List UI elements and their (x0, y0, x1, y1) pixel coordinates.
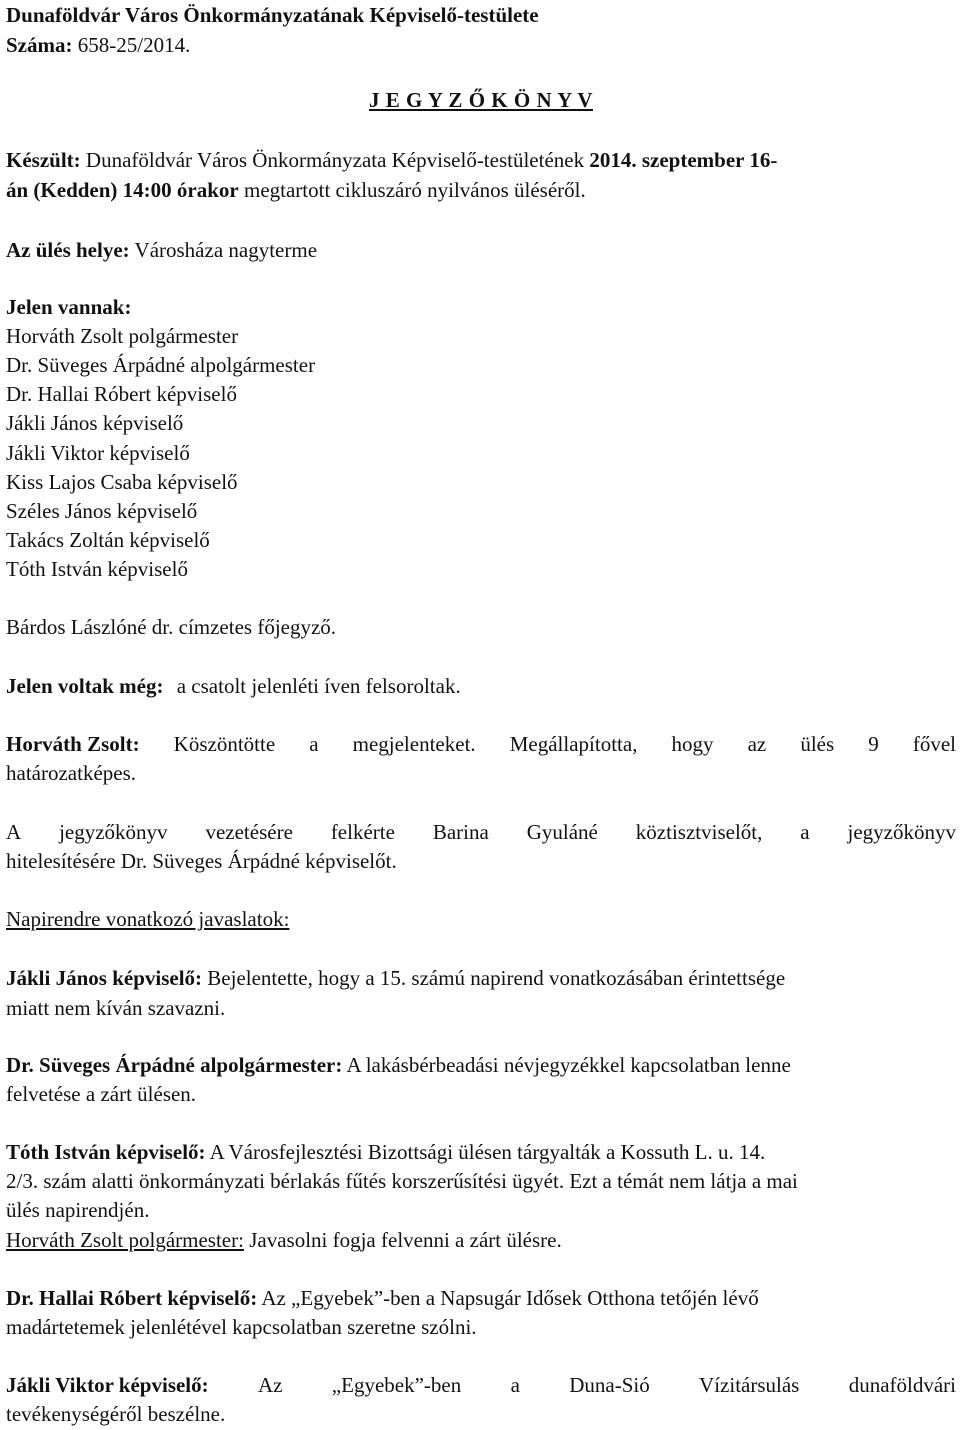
p6-word: a (510, 1373, 520, 1397)
greeting-word: Megállapította, (509, 732, 638, 756)
p5-speaker: Dr. Hallai Róbert képviselő: (6, 1286, 258, 1310)
meeting-place (6, 236, 956, 265)
minutes-word: a (800, 820, 810, 844)
present-member: Jákli János képviselő (6, 411, 184, 435)
p3-text: A Városfejlesztési Bizottsági ülésen tárgyalták a Kossuth L. u. 14. (209, 1140, 766, 1164)
p6-word: dunaföldvári (848, 1373, 956, 1397)
made-line-2 (6, 176, 956, 205)
p6-speaker: Jákli Viktor képviselő: (6, 1373, 209, 1397)
p4-line (6, 1226, 956, 1255)
p4-speaker: Horváth Zsolt polgármester: (6, 1228, 244, 1252)
document-title: J E G Y Z Ő K Ö N Y V (368, 88, 594, 112)
made-text-1: Dunaföldvár Város Önkormányzata Képviselő-testületének (85, 148, 585, 172)
minutes-word: Barina (432, 820, 489, 844)
greeting-line-2: határozatképes. (6, 761, 137, 785)
p6-word: Duna-Sió (569, 1373, 650, 1397)
document-number (6, 31, 956, 60)
greeting-word: 9 (868, 732, 879, 756)
greeting-word: ülés (800, 732, 835, 756)
p3-line-1 (6, 1138, 956, 1167)
p5-line-2: madártetemek jelenlétével kapcsolatban szeretne szólni. (6, 1315, 477, 1339)
p5-line-1 (6, 1284, 956, 1313)
greeting-word: hogy (671, 732, 714, 756)
p6-line-1 (6, 1371, 956, 1400)
p2-line-1 (6, 1051, 956, 1080)
p1-line-2: miatt nem kíván szavazni. (6, 996, 226, 1020)
minutes-word: felkérte (330, 820, 395, 844)
made-date: 2014. szeptember 16- (589, 148, 778, 172)
greeting-word: az (747, 732, 767, 756)
p6-line-2: tevékenységéről beszélne. (6, 1402, 226, 1426)
p1-speaker: Jákli János képviselő: (6, 966, 203, 990)
p6-word: „Egyebek”-ben (331, 1373, 462, 1397)
place-value: Városháza nagyterme (134, 238, 318, 262)
p1-text: Bejelentette, hogy a 15. számú napirend vonatkozásában érintettsége (207, 966, 786, 990)
p2-line-2: felvetése a zárt ülésen. (6, 1082, 197, 1106)
minutes-word: jegyzőkönyv (847, 820, 956, 844)
place-label: Az ülés helye: (6, 238, 130, 262)
p2-text: A lakásbérbeadási névjegyzékkel kapcsolatban lenne (346, 1053, 791, 1077)
p3-line-2: 2/3. szám alatti önkormányzati bérlakás fűtés korszerűsítési ügyét. Ezt a témát nem látja a mai (6, 1169, 798, 1193)
made-time: án (Kedden) 14:00 órakor (6, 178, 239, 202)
present-member: Dr. Hallai Róbert képviselő (6, 382, 237, 406)
number-value: 658-25/2014. (77, 33, 191, 57)
made-text-2: megtartott cikluszáró nyilvános üléséről. (244, 178, 586, 202)
p6-word: Vízitársulás (699, 1373, 800, 1397)
minutes-word: vezetésére (205, 820, 293, 844)
greeting-line-1 (6, 730, 956, 759)
also-present (6, 672, 956, 701)
agenda-heading: Napirendre vonatkozó javaslatok: (6, 907, 290, 931)
p1-line-1 (6, 964, 956, 993)
present-member: Jákli Viktor képviselő (6, 441, 190, 465)
number-label: Száma: (6, 33, 73, 57)
greeting-word: Köszöntötte (173, 732, 276, 756)
present-member: Kiss Lajos Csaba képviselő (6, 470, 238, 494)
made-line-1 (6, 146, 956, 175)
minutes-line-1 (6, 818, 956, 847)
p5-text: Az „Egyebek”-ben a Napsugár Idősek Otthona tetőjén lévő (261, 1286, 759, 1310)
present-member: Tóth István képviselő (6, 557, 188, 581)
also-present-label: Jelen voltak még: (6, 674, 164, 698)
org-name: Dunaföldvár Város Önkormányzatának Képviselő-testülete (6, 3, 539, 27)
minutes-line-2: hitelesítésére Dr. Süveges Árpádné képviselőt. (6, 849, 397, 873)
present-label: Jelen vannak: (6, 295, 132, 319)
p3-speaker: Tóth István képviselő: (6, 1140, 206, 1164)
p6-word: Az (257, 1373, 283, 1397)
minutes-word: jegyzőkönyv (59, 820, 168, 844)
notary: Bárdos Lászlóné dr. címzetes főjegyző. (6, 615, 337, 639)
present-member: Dr. Süveges Árpádné alpolgármester (6, 353, 316, 377)
present-member: Takács Zoltán képviselő (6, 528, 210, 552)
p3-line-3: ülés napirendjén. (6, 1198, 150, 1222)
greeting-speaker: Horváth Zsolt: (6, 732, 140, 756)
minutes-word: A (6, 820, 22, 844)
greeting-word: megjelenteket. (352, 732, 476, 756)
greeting-word: a (309, 732, 319, 756)
made-label: Készült: (6, 148, 81, 172)
also-present-value: a csatolt jelenléti íven felsoroltak. (176, 674, 461, 698)
present-member: Széles János képviselő (6, 499, 198, 523)
minutes-word: köztisztviselőt, (635, 820, 763, 844)
minutes-word: Gyuláné (526, 820, 598, 844)
present-member: Horváth Zsolt polgármester (6, 324, 239, 348)
p2-speaker: Dr. Süveges Árpádné alpolgármester: (6, 1053, 343, 1077)
greeting-word: fővel (912, 732, 956, 756)
p4-text: Javasolni fogja felvenni a zárt ülésre. (249, 1228, 562, 1252)
